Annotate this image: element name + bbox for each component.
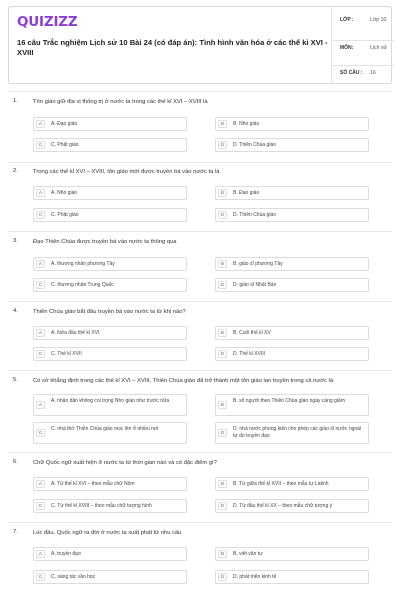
option-letter: D	[218, 281, 227, 289]
option-letter: B	[218, 260, 227, 268]
option-text: A. thương nhân phương Tây	[51, 261, 115, 267]
option-b[interactable]	[215, 394, 369, 416]
option-c[interactable]	[33, 422, 187, 444]
option-b[interactable]	[215, 117, 369, 131]
option-letter: A	[36, 120, 45, 128]
option-a[interactable]	[33, 326, 187, 340]
option-letter: C	[36, 281, 45, 289]
option-text: D. phát triển kinh tế	[233, 574, 277, 580]
option-b[interactable]	[215, 477, 369, 491]
option-letter: C	[36, 350, 45, 358]
option-text: B. giáo sĩ phương Tây	[233, 261, 283, 267]
option-letter: D	[218, 573, 227, 581]
question-text: Lúc đầu, Quốc ngữ ra đời ở nước ta xuất phát từ nhu cầu	[33, 530, 182, 536]
meta-panel	[331, 7, 393, 85]
option-text: A. truyền đạo	[51, 551, 81, 557]
option-a[interactable]	[33, 186, 187, 200]
worksheet-header	[8, 6, 392, 84]
option-c[interactable]	[33, 138, 187, 152]
option-letter: C	[36, 211, 45, 219]
quizizz-logo: QUIZIZZ	[17, 14, 78, 30]
option-a[interactable]	[33, 547, 187, 561]
question-text: Thiên Chúa giáo bắt đầu truyền bá vào nước ta từ khi nào?	[33, 309, 186, 315]
option-text: B. Đạo giáo	[233, 190, 260, 196]
page-title: 16 câu Trắc nghiệm Lịch sử 10 Bài 24 (có đáp án): Tình hình văn hóa ở các thế kỉ XVI - XVIII	[17, 38, 328, 57]
option-letter: D	[218, 429, 227, 437]
question-number: 6.	[13, 459, 18, 465]
option-text: D. Thế kỉ XVIII	[233, 351, 266, 357]
option-text: C. Từ thế kỉ XVIII – theo mẫu chữ tượng hình	[51, 503, 152, 509]
option-letter: C	[36, 502, 45, 510]
meta-row-subject	[332, 40, 394, 64]
option-d[interactable]	[215, 208, 369, 222]
option-text: C. sáng tác văn học	[51, 574, 96, 580]
option-a[interactable]	[33, 117, 187, 131]
option-a[interactable]	[33, 257, 187, 271]
option-c[interactable]	[33, 499, 187, 513]
question-text: Chữ Quốc ngữ xuất hiện ở nước ta từ thời gian nào và có đặc điểm gì?	[33, 460, 217, 466]
option-letter: C	[36, 429, 45, 437]
meta-label: SỐ CÂU :	[340, 70, 363, 76]
option-text: B. Nho giáo	[233, 121, 260, 127]
question-text: Tôn giáo giữ địa vị thống trị ở nước ta trong các thế kỉ XVI – XVIII là	[33, 99, 208, 105]
option-b[interactable]	[215, 186, 369, 200]
divider	[8, 231, 392, 232]
option-a[interactable]	[33, 394, 187, 416]
option-d[interactable]	[215, 138, 369, 152]
option-text: C. Phật giáo	[51, 142, 79, 148]
divider	[8, 301, 392, 302]
option-c[interactable]	[33, 570, 187, 584]
question-number: 2.	[13, 168, 18, 174]
option-text: B. số người theo Thiên Chúa giáo ngày càng giảm	[233, 398, 345, 404]
option-letter: A	[36, 401, 45, 409]
option-letter: C	[36, 141, 45, 149]
option-d[interactable]	[215, 422, 369, 444]
option-letter: A	[36, 480, 45, 488]
option-text: B. viết văn tự	[233, 551, 263, 557]
meta-row-count	[332, 65, 394, 83]
option-c[interactable]	[33, 278, 187, 292]
option-text: C. thương nhân Trung Quốc	[51, 282, 114, 288]
option-letter: A	[36, 260, 45, 268]
divider	[8, 370, 392, 371]
question-number: 4.	[13, 308, 18, 314]
option-b[interactable]	[215, 257, 369, 271]
meta-row-class	[332, 13, 394, 39]
question-text: Đạo Thiên Chúa được truyền bá vào nước ta thông qua	[33, 239, 177, 245]
question-text: Trong các thế kỉ XVI – XVIII, tôn giáo mới được truyền bá vào nước ta là	[33, 169, 220, 175]
divider	[8, 162, 392, 163]
option-letter: B	[218, 189, 227, 197]
option-letter: C	[36, 573, 45, 581]
option-d[interactable]	[215, 570, 369, 584]
question-number: 3.	[13, 238, 18, 244]
option-c[interactable]	[33, 347, 187, 361]
option-text: B. Từ giữa thế kỉ XVII – theo mẫu tự Latinh	[233, 481, 329, 487]
option-b[interactable]	[215, 326, 369, 340]
option-text: C. Phật giáo	[51, 212, 79, 218]
option-letter: B	[218, 480, 227, 488]
option-letter: B	[218, 401, 227, 409]
option-text: B. Cuối thế kỉ XV	[233, 330, 271, 336]
option-letter: A	[36, 189, 45, 197]
option-text: A. Từ thế kỉ XVI – theo mẫu chữ Nôm	[51, 481, 135, 487]
option-letter: B	[218, 550, 227, 558]
meta-value: 16	[370, 70, 376, 76]
option-letter: D	[218, 141, 227, 149]
option-text: A. Nho giáo	[51, 190, 78, 196]
option-letter: D	[218, 350, 227, 358]
option-letter: D	[218, 502, 227, 510]
option-text: C. Thế kỉ XVII	[51, 351, 82, 357]
meta-label: MÔN:	[340, 45, 354, 51]
meta-label: LỚP :	[340, 17, 354, 23]
option-d[interactable]	[215, 347, 369, 361]
meta-value: Lịch sử	[370, 45, 388, 51]
option-text: D. nhà nước phong kiến cho phép các giáo sĩ nước ngoài tự do truyền đạo	[233, 426, 362, 439]
option-letter: B	[218, 120, 227, 128]
meta-value: Lớp 10	[370, 17, 387, 23]
option-b[interactable]	[215, 547, 369, 561]
option-a[interactable]	[33, 477, 187, 491]
option-text: D. Thiên Chúa giáo	[233, 212, 276, 218]
option-d[interactable]	[215, 499, 369, 513]
divider	[8, 452, 392, 453]
option-letter: D	[218, 211, 227, 219]
option-text: C. nhà thờ Thiên Chúa giáo mọc lên ở nhiều nơi	[51, 426, 159, 432]
question-number: 1.	[13, 98, 18, 104]
divider	[8, 91, 392, 92]
option-text: A. nhân dân không coi trọng Nho giáo như trước nữa	[51, 398, 170, 404]
option-text: A. Đạo giáo	[51, 121, 78, 127]
question-text: Có sở khẳng định trong các thế kỉ XVI – XVIII, Thiên Chúa giáo đã trở thành một tôn giáo lan truyền trong cả nước là	[33, 378, 334, 384]
option-letter: A	[36, 329, 45, 337]
option-letter: A	[36, 550, 45, 558]
divider	[8, 522, 392, 523]
option-text: D. giáo sĩ Nhật Bản	[233, 282, 277, 288]
question-number: 5.	[13, 377, 18, 383]
question-number: 7.	[13, 529, 18, 535]
option-d[interactable]	[215, 278, 369, 292]
option-text: D. Từ đầu thế kỉ XX – theo mẫu chữ tượng ý	[233, 503, 333, 509]
option-text: D. Thiên Chúa giáo	[233, 142, 276, 148]
option-letter: B	[218, 329, 227, 337]
option-text: A. Nửa đầu thế kỉ XVI	[51, 330, 100, 336]
option-c[interactable]	[33, 208, 187, 222]
